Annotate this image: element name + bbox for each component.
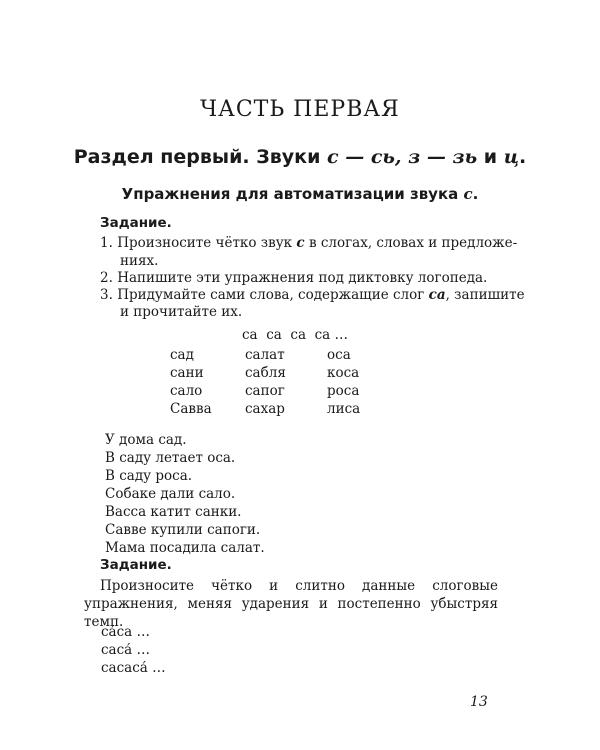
- task-item-1: [100, 234, 517, 252]
- sentence: В саду роса.: [105, 468, 193, 484]
- task-item-emphasis: с: [296, 235, 305, 251]
- exercise-title-sound: с: [463, 185, 473, 203]
- word-column-1: [170, 346, 212, 418]
- task-item-text: в слогах, словах и предложе-: [308, 235, 518, 251]
- syllable-row: са са са са …: [242, 327, 348, 343]
- section-title-last: ц: [503, 146, 520, 168]
- exercise-title-text: Упражнения для автоматизации звука: [121, 185, 459, 203]
- word-item: сало: [170, 383, 203, 399]
- word-item: сабля: [245, 365, 286, 381]
- sentence: Мама посадила салат.: [105, 540, 265, 556]
- section-title-connector: и: [483, 146, 498, 168]
- task-item-emphasis: са: [428, 287, 446, 303]
- section-title-prefix: Раздел первый. Звуки: [73, 146, 321, 168]
- section-title-end: .: [519, 146, 527, 168]
- task-item-text: Произносите чётко звук: [117, 235, 293, 251]
- section-title-sounds: с — сь, з — зь: [327, 146, 478, 168]
- part-title: ЧАСТЬ ПЕРВАЯ: [200, 97, 400, 122]
- sentence: Собаке дали сало.: [105, 486, 236, 502]
- word-item: Савва: [170, 401, 212, 417]
- stress-line: саса́ …: [101, 642, 151, 658]
- word-item: сапог: [245, 383, 285, 399]
- word-item: коса: [327, 365, 360, 381]
- word-item: сани: [170, 365, 204, 381]
- word-item: сад: [170, 347, 194, 363]
- word-item: лиса: [327, 401, 361, 417]
- exercise-title: [0, 185, 600, 203]
- sentence: Васса катит санки.: [105, 504, 242, 520]
- task-item-number: 2.: [100, 270, 113, 286]
- task-2-text: Произносите чётко и слитно данные слоговые упражнения, меняя ударения и постепенно убыстряя темп.: [84, 578, 498, 630]
- sentence-list: [105, 431, 265, 557]
- word-column-3: [327, 346, 360, 418]
- section-title: [0, 146, 600, 168]
- word-item: оса: [327, 347, 351, 363]
- task-label: Задание.: [100, 557, 172, 573]
- exercise-title-end: .: [472, 185, 479, 203]
- task-item-number: 3.: [100, 287, 113, 303]
- task-item-text: , запишите: [445, 287, 525, 303]
- word-item: роса: [327, 383, 360, 399]
- task-item-text: Придумайте сами слова, содержащие слог: [117, 287, 425, 303]
- word-item: салат: [245, 347, 285, 363]
- task-label: Задание.: [100, 215, 172, 231]
- task-item-text: Напишите эти упражнения под диктовку логопеда.: [117, 270, 488, 286]
- task-item-3-continuation: и прочитайте их.: [120, 304, 243, 320]
- word-item: сахар: [245, 401, 285, 417]
- page-number: 13: [470, 694, 488, 710]
- task-item-2: [100, 269, 487, 287]
- stress-line: сасаса́ …: [101, 660, 166, 676]
- stress-lines: [101, 623, 166, 677]
- sentence: В саду летает оса.: [105, 450, 236, 466]
- word-column-2: [245, 346, 286, 418]
- sentence: Савве купили сапоги.: [105, 522, 261, 538]
- sentence: У дома сад.: [105, 432, 187, 448]
- task-item-1-continuation: ниях.: [120, 253, 159, 269]
- stress-line: са́са …: [101, 624, 151, 640]
- task-item-number: 1.: [100, 235, 113, 251]
- task-item-3: [100, 286, 525, 304]
